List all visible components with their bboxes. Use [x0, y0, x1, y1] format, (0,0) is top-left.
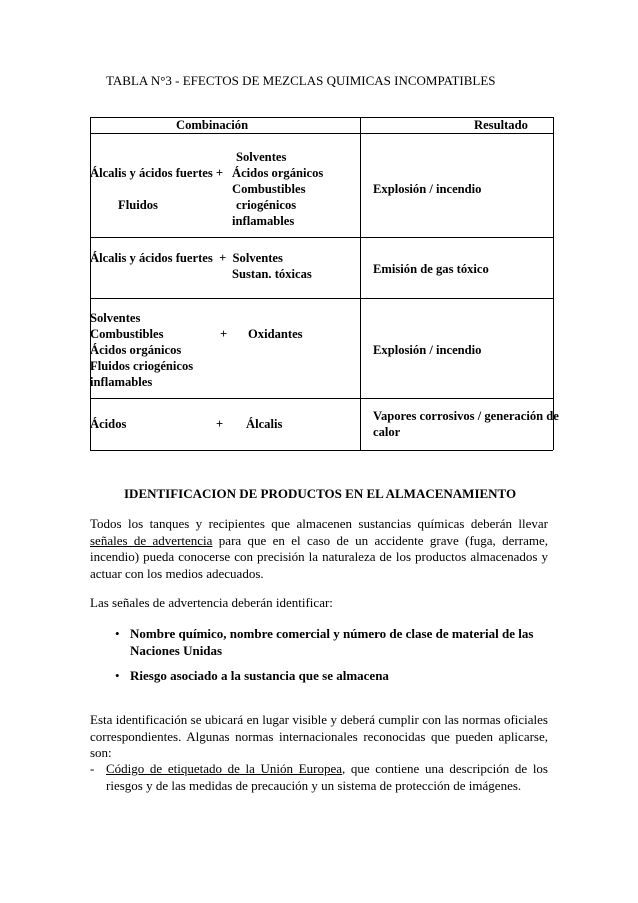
table-border-bottom	[90, 450, 553, 451]
paragraph-norms: Esta identificación se ubicará en lugar visible y deberá cumplir con las normas oficiales correspondientes. Algunas normas internacionales reconocidas que pueden aplicarse, son:	[90, 712, 548, 760]
row2-sustan-toxicas: Sustan. tóxicas	[232, 267, 312, 281]
row1-resultado: Explosión / incendio	[373, 182, 482, 196]
row3-combustibles: Combustibles	[90, 327, 164, 341]
row4-resultado-line2: calor	[373, 425, 401, 439]
table-column-divider	[360, 117, 361, 450]
row1-inflamables: inflamables	[232, 214, 295, 228]
row1-acidos-organicos: Ácidos orgánicos	[232, 166, 324, 180]
row3-solventes: Solventes	[90, 311, 141, 325]
table-row-divider	[90, 398, 553, 399]
table-border-right	[553, 117, 554, 450]
row2-resultado: Emisión de gas tóxico	[373, 262, 489, 276]
row2-alcalis-solventes: Álcalis y ácidos fuertes + Solventes	[90, 251, 283, 265]
row4-acidos: Ácidos	[90, 417, 127, 431]
codigo-etiquetado-link: Código de etiquetado de la Unión Europea	[106, 761, 342, 776]
bullet-symbol: •	[115, 668, 120, 683]
section-heading: IDENTIFICACION DE PRODUCTOS EN EL ALMACENAMIENTO	[124, 486, 517, 501]
row4-resultado-line1: Vapores corrosivos / generación de	[373, 409, 559, 423]
paragraph-intro	[90, 516, 548, 582]
dash-item	[106, 761, 548, 794]
header-combinacion: Combinación	[176, 118, 249, 132]
dash-item-text: , que contiene una descripción de los riesgos y de las medidas de precaución y un sistema de protección de imágenes.	[106, 761, 548, 793]
row3-acidos-organicos: Ácidos orgánicos	[90, 343, 182, 357]
row4-alcalis: Álcalis	[246, 417, 283, 431]
row1-combustibles: Combustibles	[232, 182, 306, 196]
row3-fluidos-criogenicos: Fluidos criogénicos	[90, 359, 194, 373]
row3-resultado: Explosión / incendio	[373, 343, 482, 357]
row1-alcalis: Álcalis y ácidos fuertes +	[90, 166, 224, 180]
senales-advertencia-link: señales de advertencia	[90, 532, 213, 548]
row1-solventes: Solventes	[236, 150, 287, 164]
row4-plus: +	[216, 417, 224, 431]
paragraph-identify: Las señales de advertencia deberán identificar:	[90, 595, 333, 610]
row1-fluidos: Fluidos	[118, 198, 158, 212]
table-row-divider	[90, 237, 553, 238]
bullet-symbol: •	[115, 626, 120, 641]
row3-plus: +	[220, 327, 228, 341]
row3-oxidantes: Oxidantes	[248, 327, 303, 341]
row1-criogenicos: criogénicos	[236, 198, 297, 212]
dash-symbol: -	[90, 761, 95, 776]
paragraph-intro-text-a: Todos los tanques y recipientes que almacenen sustancias químicas deberán llevar	[90, 516, 548, 531]
bullet-item: Riesgo asociado a la sustancia que se almacena	[130, 668, 389, 683]
table-row-divider	[90, 298, 553, 299]
header-resultado: Resultado	[474, 118, 528, 132]
bullet-item: Nombre químico, nombre comercial y número de clase de material de las Naciones Unidas	[130, 626, 534, 658]
table-title: TABLA N°3 - EFECTOS DE MEZCLAS QUIMICAS INCOMPATIBLES	[106, 73, 496, 88]
paragraph-intro-text-b: para que en el caso de un accidente grave (fuga, derrame, incendio) pueda conocerse con precisión la naturaleza de los productos almacenados y actuar con los medios adecuados.	[90, 532, 548, 581]
row3-inflamables: inflamables	[90, 375, 153, 389]
